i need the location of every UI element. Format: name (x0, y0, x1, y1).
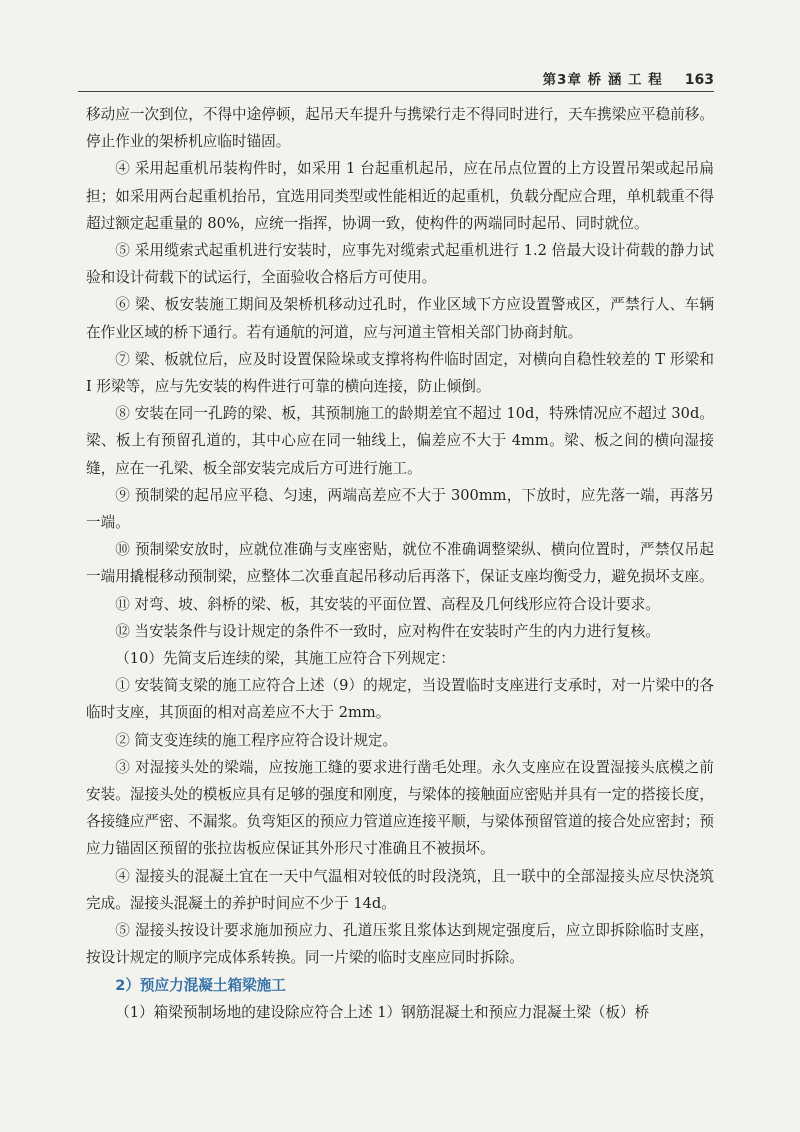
chapter-title: 第3章 桥 涵 工 程 (542, 72, 663, 88)
paragraph: 移动应一次到位，不得中途停顿，起吊天车提升与携梁行走不得同时进行，天车携梁应平稳前移。停止作业的架桥机应临时锚固。 (86, 106, 714, 151)
paragraph: ⑧ 安装在同一孔跨的梁、板，其预制施工的龄期差宜不超过 10d，特殊情况应不超过 30d。梁、板上有预留孔道的，其中心应在同一轴线上，偏差应不大于 4mm。梁、板之间的横向湿接缝，应在一孔梁、板全部安装完成后方可进行施工。 (86, 405, 714, 477)
paragraph: ⑩ 预制梁安放时，应就位准确与支座密贴，就位不准确调整梁纵、横向位置时，严禁仅吊起一端用撬棍移动预制梁，应整体二次垂直起吊移动后再落下，保证支座均衡受力，避免损坏支座。 (86, 541, 714, 586)
paragraph: ④ 采用起重机吊装构件时，如采用 1 台起重机起吊，应在吊点位置的上方设置吊架或起吊扁担；如采用两台起重机抬吊，宜选用同类型或性能相近的起重机，负载分配应合理，单机载重不得超过额定起重量的 80%，应统一指挥，协调一致，使构件的两端同时起吊、同时就位。 (86, 160, 714, 232)
paragraph: （1）箱梁预制场地的建设除应符合上述 1）钢筋混凝土和预应力混凝土梁（板）桥 (115, 1003, 650, 1021)
paragraph: ⑪ 对弯、坡、斜桥的梁、板，其安装的平面位置、高程及几何线形应符合设计要求。 (115, 595, 660, 613)
running-header (78, 62, 714, 88)
page-number: 163 (684, 72, 714, 88)
paragraph: （10）先简支后连续的梁，其施工应符合下列规定： (115, 650, 455, 668)
paragraph: ⑨ 预制梁的起吊应平稳、匀速，两端高差应不大于 300mm，下放时，应先落一端，再落另一端。 (86, 486, 714, 532)
paragraph: ⑥ 梁、板安装施工期间及架桥机移动过孔时，作业区域下方应设置警戒区，严禁行人、车辆在作业区域的桥下通行。若有通航的河道，应与河道主管相关部门协商封航。 (86, 296, 714, 341)
paragraph: ② 简支变连续的施工程序应符合设计规定。 (115, 731, 398, 749)
section-heading: 2）预应力混凝土箱梁施工 (115, 976, 286, 994)
paragraph: ⑤ 采用缆索式起重机进行安装时，应事先对缆索式起重机进行 1.2 倍最大设计荷载的静力试验和设计荷载下的试运行，全面验收合格后方可使用。 (86, 242, 714, 287)
paragraph: ⑦ 梁、板就位后，应及时设置保险垛或支撑将构件临时固定，对横向自稳性较差的 T 形梁和 I 形梁等，应与先安装的构件进行可靠的横向连接，防止倾倒。 (86, 350, 714, 396)
paragraph: ⑤ 湿接头按设计要求施加预应力、孔道压浆且浆体达到规定强度后，应立即拆除临时支座，按设计规定的顺序完成体系转换。同一片梁的临时支座应同时拆除。 (86, 922, 714, 967)
header-rule (78, 91, 714, 92)
paragraph: ④ 湿接头的混凝土宜在一天中气温相对较低的时段浇筑，且一联中的全部湿接头应尽快浇筑完成。湿接头混凝土的养护时间应不少于 14d。 (86, 867, 714, 912)
page-body (86, 101, 714, 1026)
paragraph: ③ 对湿接头处的梁端，应按施工缝的要求进行凿毛处理。永久支座应在设置湿接头底模之前安装。湿接头处的模板应具有足够的强度和刚度，与梁体的接触面应密贴并具有一定的搭接长度，各接缝应严密、不漏浆。负弯矩区的预应力管道应连接平顺，与梁体预留管道的接合处应密封；预应力锚固区预留的张拉齿板应保证其外形尺寸准确且不被损坏。 (86, 758, 714, 858)
paragraph: ⑫ 当安装条件与设计规定的条件不一致时，应对构件在安装时产生的内力进行复核。 (115, 622, 660, 640)
paragraph: ① 安装简支梁的施工应符合上述（9）的规定，当设置临时支座进行支承时，对一片梁中的各临时支座，其顶面的相对高差应不大于 2mm。 (86, 677, 714, 722)
